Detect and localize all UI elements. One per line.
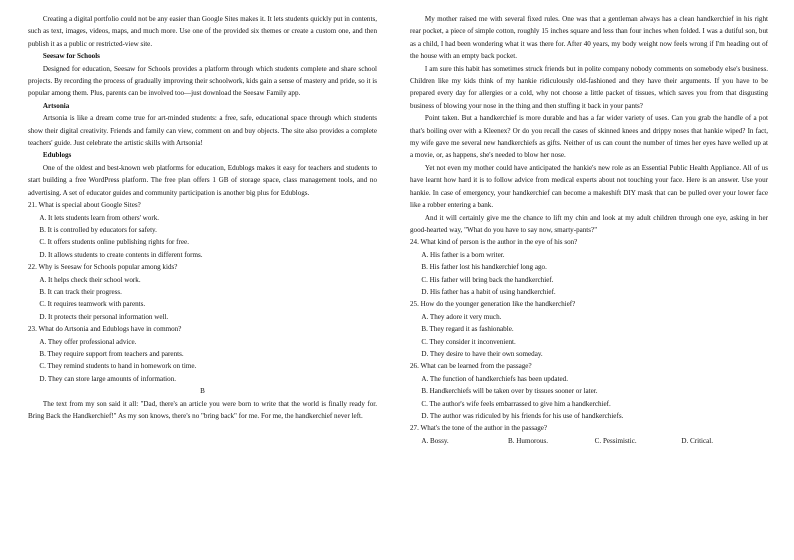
q21-option-a: A. It lets students learn from others' work. xyxy=(39,213,160,222)
q21-option-c: C. It offers students online publishing rights for free. xyxy=(39,238,189,247)
question-26: 26. What can be learned from the passage? xyxy=(410,362,532,371)
google-sites-paragraph: Creating a digital portfolio could not be any easier than Google Sites makes it. It lets students quickly put in contents, such as text, images, videos, maps, and much more. Use one of the provided six themes or create a custom one, and then publish it as a public or restricted-view site. xyxy=(28,15,377,48)
q27-option-b: B. Humorous. xyxy=(508,436,549,445)
seesaw-heading: Seesaw for Schools xyxy=(42,52,100,61)
question-22: 22. Why is Seesaw for Schools popular among kids? xyxy=(28,263,178,272)
q23-option-a: A. They offer professional advice. xyxy=(39,337,137,346)
q21-option-b: B. It is controlled by educators for safety. xyxy=(39,225,157,234)
q27-option-a: A. Bossy. xyxy=(421,436,449,445)
passage-b-paragraph-1: My mother raised me with several fixed rules. One was that a gentleman always has a clean handkerchief in his right rear pocket, a piece of simple cotton, roughly 15 inches square and less than four inches when folded. I was a dutiful son, but as a child, I had been wondering what it was there for. After 40 years, my body weight now feels wrong if I'm heading out of the house with an empty back pocket. xyxy=(410,15,768,61)
question-23: 23. What do Artsonia and Edublogs have in common? xyxy=(28,325,182,334)
q25-option-c: C. They consider it inconvenient. xyxy=(421,337,516,346)
q24-option-a: A. His father is a born writer. xyxy=(421,250,505,259)
q22-option-b: B. It can track their progress. xyxy=(39,287,122,296)
q23-option-b: B. They require support from teachers and parents. xyxy=(39,349,184,358)
edublogs-heading: Edublogs xyxy=(42,151,72,160)
q26-option-c: C. The author's wife feels embarrassed to give him a handkerchief. xyxy=(421,399,611,408)
q24-option-b: B. His father lost his handkerchief long ago. xyxy=(421,263,547,272)
q26-option-b: B. Handkerchiefs will be taken over by tissues sooner or later. xyxy=(421,387,598,396)
q25-option-d: D. They desire to have their own someday. xyxy=(421,349,543,358)
question-27: 27. What's the tone of the author in the passage? xyxy=(410,424,548,433)
question-24: 24. What kind of person is the author in the eye of his son? xyxy=(410,238,578,247)
q22-option-d: D. It protects their personal information well. xyxy=(39,312,169,321)
question-25: 25. How do the younger generation like the handkerchief? xyxy=(410,300,576,309)
q27-option-d: D. Critical. xyxy=(681,436,714,445)
seesaw-paragraph: Designed for education, Seesaw for Schools provides a platform through which students complete and share school projects. By recording the process of gradually improving their schoolwork, kids gain a sense of mastery and pride, so it is popular among them. Plus, parents can be involved too—just download the Seesaw Family app. xyxy=(28,64,377,98)
q26-option-a: A. The function of handkerchiefs has been updated. xyxy=(421,374,568,383)
q24-option-d: D. His father has a habit of using handkerchief. xyxy=(421,287,556,296)
question-21: 21. What is special about Google Sites? xyxy=(28,201,141,210)
artsonia-heading: Artsonia xyxy=(42,101,70,110)
edublogs-paragraph: One of the oldest and best-known web platforms for education, Edublogs makes it easy for teachers and students to start building a free WordPress platform. The free plan offers 1 GB of storage space, class management tools, and no advertising. A set of educator guides and community participation is another big plus for Edublogs. xyxy=(28,163,377,197)
q22-option-c: C. It requires teamwork with parents. xyxy=(39,300,146,309)
passage-b-opening: The text from my son said it all: "Dad, there's an article you were born to write that the world is finally ready for. Bring Back the Handkerchief!" As my son knows, there's no "bring back" for me. For me, the handkerchief never left. xyxy=(28,399,377,420)
q23-option-c: C. They remind students to hand in homework on time. xyxy=(39,362,197,371)
section-b-label: B xyxy=(200,387,205,396)
q27-option-c: C. Pessimistic. xyxy=(594,436,637,445)
q25-option-b: B. They regard it as fashionable. xyxy=(421,325,514,334)
q26-option-d: D. The author was ridiculed by his friends for his use of handkerchiefs. xyxy=(421,412,624,420)
passage-b-paragraph-4: Yet not even my mother could have anticipated the hankie's new role as an Essential Public Health Appliance. All of us have learnt how hard it is to follow advice from medical experts about not touching your face. Here is an answer. Use your hankie. In case of emergency, your handkerchief can become a makeshift DIY mask that can be pulled over your lower face like a robber entering a bank. xyxy=(410,163,768,210)
left-column xyxy=(28,13,377,422)
passage-b-paragraph-5: And it will certainly give me the chance to lift my chin and look at my adult children through one eye, asking in her good-hearted way, "What do you have to say now, smarty-pants?" xyxy=(410,213,768,234)
artsonia-paragraph: Artsonia is like a dream come true for art-minded students: a free, safe, educational space through which students show their digital creativity. Friends and family can view, comment on and buy objects. The site also provides a complete teachers' guide. Just celebrate the artistic skills with Artsonia! xyxy=(28,114,377,148)
q22-option-a: A. It helps check their school work. xyxy=(39,275,141,284)
q25-option-a: A. They adore it very much. xyxy=(421,312,502,321)
q24-option-c: C. His father will bring back the handkerchief. xyxy=(421,275,554,284)
q21-option-d: D. It allows students to create contents in different forms. xyxy=(39,250,203,259)
passage-b-paragraph-3: Point taken. But a handkerchief is more durable and has a far wider variety of uses. Can you grab the handle of a pot that's boiling over with a Kleenex? Or do you recall the cases of skinned knees and drippy noses that hankie wiped? In fact, my wife gave me several new handkerchiefs as gifts. Neither of us can count the number of times her eyes have welled up at a movie, or, as happens, she's needed to blow her nose. xyxy=(410,114,768,160)
passage-b-paragraph-2: I am sure this habit has sometimes struck friends but in polite company nobody comments on somebody else's business. Children like my kids think of my hankie ridiculously old-fashioned and they have their arguments. If you have to be prepared every day for allergies or a cold, why not choose a little packet of tissues, which saves you from that disgusting business of blowing your nose in the thing and then stuffing it back in your pants? xyxy=(410,64,768,110)
q23-option-d: D. They can store large amounts of information. xyxy=(39,374,177,383)
q27-options xyxy=(410,435,768,447)
right-column xyxy=(410,13,768,447)
